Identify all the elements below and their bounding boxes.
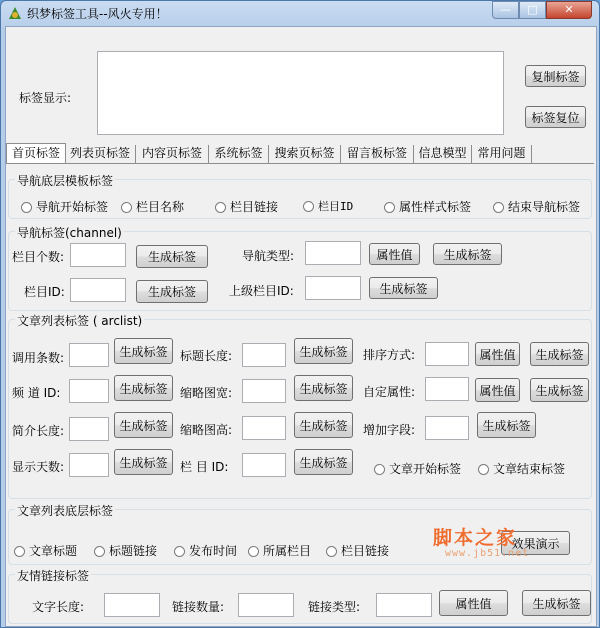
nav-bottom-title: 导航底层模板标签 [17,174,114,188]
radio-icon [21,202,32,213]
radio-icon [248,546,259,557]
display-days-label: 显示天数: [12,460,65,474]
radio-icon [478,464,489,475]
radio-title-link[interactable]: 标题链接 [94,542,157,559]
radio-attr-style[interactable]: 属性样式标签 [384,198,471,215]
channel-count-label: 栏目个数: [12,250,65,264]
parent-id-input[interactable] [305,276,361,300]
friendlink-title: 友情链接标签 [17,569,90,583]
arclist-generate-button-11[interactable]: 生成标签 [294,449,353,475]
channel-count-input[interactable] [70,243,126,267]
custom-attr-label: 自定属性: [363,385,416,399]
tab-faq[interactable]: 常用问题 [472,145,532,163]
arclist-generate-button-5[interactable]: 生成标签 [294,375,353,401]
link-count-input[interactable] [238,593,294,617]
link-attr-button[interactable]: 属性值 [439,590,508,616]
radio-article-title[interactable]: 文章标题 [14,542,77,559]
radio-article-end[interactable]: 文章结束标签 [478,460,565,477]
article-bottom-title: 文章列表底层标签 [17,504,114,518]
sort-order-label: 排序方式: [363,348,416,362]
tag-display-textarea[interactable] [97,51,504,135]
friendlink-group [8,569,592,624]
radio-publish-time[interactable]: 发布时间 [174,542,237,559]
arclist-generate-button-2[interactable]: 生成标签 [294,338,353,364]
intro-length-label: 简介长度: [12,424,65,438]
tab-home[interactable]: 首页标签 [6,143,66,164]
thumb-height-label: 缩略图高: [180,423,233,437]
watermark-logo: 脚本之家 www.jb51.net [433,527,530,559]
column-id-input[interactable] [242,453,286,477]
demo-button[interactable]: 效果演示 [501,531,570,555]
radio-channel-name[interactable]: 栏目名称 [121,198,184,215]
add-field-input[interactable] [425,416,469,440]
arclist-generate-button-9[interactable]: 生成标签 [477,412,536,438]
tab-strip [6,143,594,163]
title-bar[interactable] [1,1,599,25]
channel-generate-button-4[interactable]: 生成标签 [369,277,438,299]
window-title: 织梦标签工具--风火专用！ [27,7,168,21]
call-count-input[interactable] [69,343,109,367]
maximize-button[interactable]: □ [519,1,546,19]
channel-id-input[interactable] [70,278,126,302]
arclist-generate-button-4[interactable]: 生成标签 [114,375,173,401]
radio-channel-link[interactable]: 栏目链接 [215,198,278,215]
app-icon [7,5,23,21]
text-length-input[interactable] [104,593,160,617]
channel-generate-button-1[interactable]: 生成标签 [136,245,208,268]
minimize-button[interactable]: — [492,1,519,19]
arclist-channel-id-input[interactable] [69,379,109,403]
radio-icon [326,546,337,557]
thumb-height-input[interactable] [242,416,286,440]
sort-attr-button[interactable]: 属性值 [475,342,520,366]
column-id-label: 栏 目 ID: [180,460,229,474]
nav-bottom-group [8,174,592,219]
call-count-label: 调用条数: [12,351,65,365]
channel-group [8,226,592,311]
radio-channel-id[interactable]: 栏目ID [303,198,353,214]
channel-id-field-label: 频 道 ID: [12,386,61,400]
tab-content[interactable]: 内容页标签 [136,145,209,163]
radio-article-start[interactable]: 文章开始标签 [374,460,461,477]
thumb-width-label: 缩略图宽: [180,386,233,400]
link-count-label: 链接数量: [172,600,225,614]
radio-icon [14,546,25,557]
tab-info-model[interactable]: 信息模型 [414,145,472,163]
radio-belong-channel[interactable]: 所属栏目 [248,542,311,559]
parent-id-label: 上级栏目ID: [229,284,294,298]
tab-guestbook[interactable]: 留言板标签 [341,145,414,163]
radio-nav-end[interactable]: 结束导航标签 [493,198,580,215]
tab-search[interactable]: 搜索页标签 [269,145,341,163]
arclist-generate-button-3[interactable]: 生成标签 [530,342,589,366]
custom-attr-input[interactable] [425,377,469,401]
title-length-label: 标题长度: [180,349,233,363]
radio-nav-start[interactable]: 导航开始标签 [21,198,108,215]
radio-icon [215,202,226,213]
intro-length-input[interactable] [69,417,109,441]
radio-icon [121,202,132,213]
radio-channel-link-2[interactable]: 栏目链接 [326,542,389,559]
tab-system[interactable]: 系统标签 [209,145,269,163]
channel-generate-button-3[interactable]: 生成标签 [136,280,208,303]
nav-type-attr-button[interactable]: 属性值 [369,243,420,265]
channel-id-label: 栏目ID: [24,285,65,299]
radio-icon [493,202,504,213]
custom-attr-button[interactable]: 属性值 [475,378,520,402]
add-field-label: 增加字段: [363,423,416,437]
radio-icon [374,464,385,475]
copy-tag-button[interactable]: 复制标签 [525,65,586,87]
arclist-group [8,314,592,499]
arclist-generate-button-10[interactable]: 生成标签 [114,449,173,475]
text-length-label: 文字长度: [32,600,85,614]
arclist-generate-button-1[interactable]: 生成标签 [114,338,173,364]
channel-title: 导航标签(channel) [17,226,122,240]
channel-generate-button-2[interactable]: 生成标签 [433,243,502,265]
tab-list[interactable]: 列表页标签 [65,145,136,163]
friendlink-generate-button[interactable]: 生成标签 [522,590,591,616]
radio-icon [94,546,105,557]
nav-type-input[interactable] [305,241,361,265]
close-button[interactable]: ✕ [546,1,592,19]
title-length-input[interactable] [242,343,286,367]
radio-icon [303,201,314,212]
arclist-title: 文章列表标签 ( arclist) [17,314,143,328]
thumb-width-input[interactable] [242,379,286,403]
arclist-generate-button-7[interactable]: 生成标签 [114,412,173,438]
link-type-input[interactable] [376,593,432,617]
radio-icon [174,546,185,557]
sort-order-input[interactable] [425,342,469,366]
arclist-generate-button-8[interactable]: 生成标签 [294,412,353,438]
display-days-input[interactable] [69,453,109,477]
reset-tag-button[interactable]: 标签复位 [525,106,586,128]
nav-type-label: 导航类型: [242,249,295,263]
radio-icon [384,202,395,213]
link-type-label: 链接类型: [308,600,361,614]
arclist-generate-button-6[interactable]: 生成标签 [530,378,589,402]
tag-display-label: 标签显示: [19,91,72,105]
